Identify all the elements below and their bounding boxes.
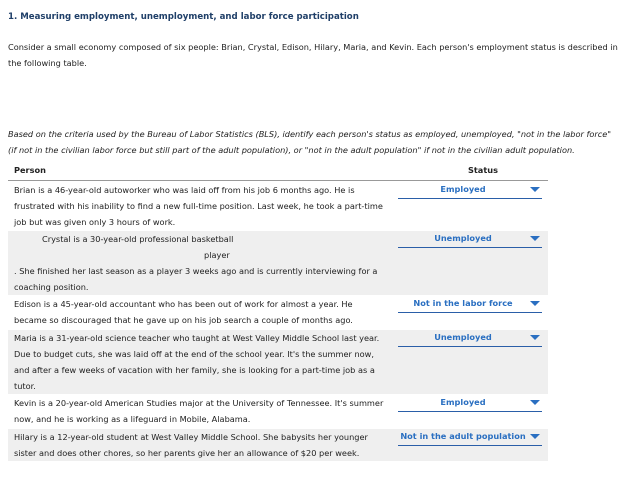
person-description: Kevin is a 20-year-old American Studies major at the University of Tennessee. It's summer now, and he is working as a lifeguard in Mobile, Alabama. <box>14 398 384 424</box>
instructions-text: Based on the criteria used by the Bureau of Labor Statistics (BLS), identify each person's status as employed, unemployed, "not in the labor force" (if not in the civilian labor force but still part of the adult population), or "not in the adult population" if not in the civilian adult population. <box>8 129 612 155</box>
person-description: Hilary is a 12-year-old student at West Valley Middle School. She babysits her younger sister and does other chores, so her parents give her an allowance of $20 per week. <box>14 432 368 458</box>
status-selected-value: Unemployed <box>434 332 492 342</box>
person-description: Maria is a 31-year-old science teacher who taught at West Valley Middle School last year. Due to budget cuts, she was laid off at the end of the school year. It's the summer now, and after a few weeks of vacation with her family, she is looking for a part-time job as a tutor. <box>14 333 380 391</box>
table-row-crystal <box>8 231 548 295</box>
table-row-edison <box>8 296 548 328</box>
person-description: Brian is a 46-year-old autoworker who was laid off from his job 6 months ago. He is frustrated with his inability to find a new full-time position. Last week, he took a part-time job but was given only 3 hours of work. <box>14 185 383 227</box>
table-row-maria <box>8 330 548 394</box>
status-selected-value: Not in the adult population <box>400 431 526 441</box>
status-dropdown-brian[interactable] <box>398 182 542 199</box>
intro-text: Consider a small economy composed of six people: Brian, Crystal, Edison, Hilary, Maria, and Kevin. Each person's employment status is described in the following table. <box>8 42 618 68</box>
column-header-status: Status <box>468 165 498 175</box>
table-row-brian <box>8 182 548 230</box>
table-row-hilary <box>8 429 548 461</box>
dropdown-arrow-icon <box>530 236 540 241</box>
question-title: 1. Measuring employment, unemployment, and labor force participation <box>8 12 359 22</box>
status-dropdown-kevin[interactable] <box>398 395 542 412</box>
person-description: Crystal is a 30-year-old professional basketball <box>42 234 234 244</box>
status-dropdown-maria[interactable] <box>398 330 542 347</box>
status-dropdown-edison[interactable] <box>398 296 542 313</box>
status-selected-value: Not in the labor force <box>413 298 513 308</box>
person-description-tail: . She finished her last season as a player 3 weeks ago and is currently interviewing for a coaching position. <box>14 266 378 292</box>
status-selected-value: Employed <box>440 184 486 194</box>
column-header-person: Person <box>14 165 46 175</box>
status-selected-value: Unemployed <box>434 233 492 243</box>
table-row-kevin <box>8 395 548 427</box>
person-description-continued: player <box>204 250 230 260</box>
dropdown-arrow-icon <box>530 400 540 405</box>
table-header <box>8 164 548 181</box>
status-dropdown-crystal[interactable] <box>398 231 542 248</box>
dropdown-arrow-icon <box>530 301 540 306</box>
status-selected-value: Employed <box>440 397 486 407</box>
dropdown-arrow-icon <box>530 335 540 340</box>
person-description: Edison is a 45-year-old accountant who has been out of work for almost a year. He became so discouraged that he gave up on his job search a couple of months ago. <box>14 299 353 325</box>
dropdown-arrow-icon <box>530 434 540 439</box>
status-dropdown-hilary[interactable] <box>398 429 542 446</box>
dropdown-arrow-icon <box>530 187 540 192</box>
